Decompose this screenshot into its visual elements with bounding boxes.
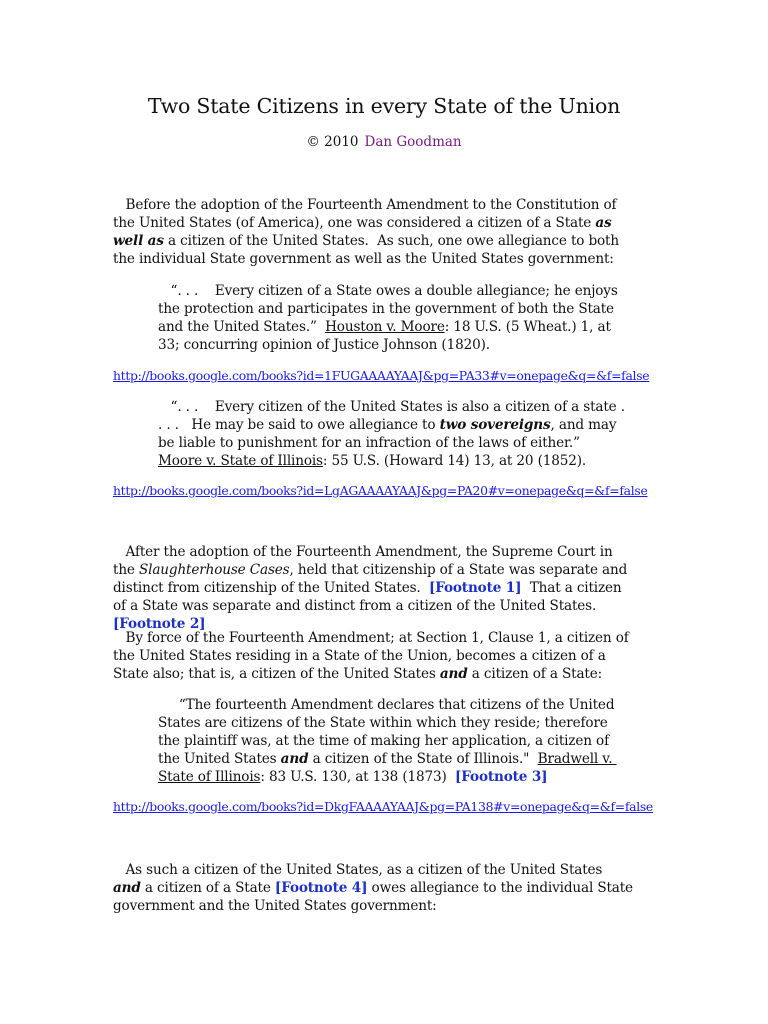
emphasis: and — [439, 666, 468, 682]
text: : 83 U.S. 130, at 138 (1873) — [260, 769, 455, 785]
text: a citizen of a State — [140, 880, 275, 896]
text: : 55 U.S. (Howard 14) 13, at 20 (1852). — [322, 453, 587, 469]
source-link-bradwell[interactable]: http://books.google.com/books?id=DkgFAAAAYAAJ&pg=PA138#v=onepage&q=&f=false — [113, 799, 653, 814]
author-name: Dan Goodman — [364, 134, 462, 150]
quote-bradwell-v-illinois — [158, 696, 630, 786]
footnote-3-link[interactable]: [Footnote 3] — [454, 769, 548, 785]
emphasis: and — [113, 880, 141, 896]
case-citation: Moore v. State of Illinois — [158, 453, 323, 469]
text: “. . . Every citizen of a State owes a double allegiance; he enjoys the protection and participates in the government of both the State and the United States.” — [158, 283, 622, 335]
text: “The fourteenth Amendment declares that citizens of the United States are citizens of the State within which they reside; therefore the plaintiff was, at the time of making her application, a citizen of the United States — [158, 697, 619, 767]
paragraph-as-such — [113, 861, 638, 915]
source-link-moore[interactable]: http://books.google.com/books?id=LgAGAAAAYAAJ&pg=PA20#v=onepage&q=&f=false — [113, 483, 648, 498]
text: a citizen of the United States. As such, one owe allegiance to both the individual State government as well as the United States government: — [113, 233, 624, 267]
text: By force of the Fourteenth Amendment; at Section 1, Clause 1, a citizen of the United States residing in a State of the Union, becomes a citizen of a State also; that is, a citizen of the United States — [113, 630, 633, 682]
text: , held that citizenship of a State was separate and distinct from citizenship of the United States. — [113, 562, 632, 596]
text: : 18 U.S. (5 Wheat.) 1, at 33; concurring opinion of Justice Johnson (1820). — [158, 319, 615, 353]
text: After the adoption of the Fourteenth Amendment, the Supreme Court in the — [113, 544, 617, 578]
source-link-houston[interactable]: http://books.google.com/books?id=1FUGAAAAYAAJ&pg=PA33#v=onepage&q=&f=false — [113, 368, 650, 383]
text: a citizen of the State of Illinois." — [308, 751, 538, 767]
footnote-2-link[interactable]: [Footnote 2] — [113, 616, 206, 632]
text: That a citizen of a State was separate and distinct from a citizen of the United States. — [113, 580, 626, 614]
footnote-1-link[interactable]: [Footnote 1] — [428, 580, 522, 596]
text: As such a citizen of the United States, as a citizen of the United States — [113, 862, 607, 878]
paragraph-after-amendment — [113, 543, 633, 633]
quote-houston-v-moore — [158, 282, 630, 354]
text: owes allegiance to the individual State government and the United States government: — [113, 880, 638, 914]
copyright-year: © 2010 — [306, 134, 359, 150]
paragraph-by-force — [113, 629, 633, 683]
paragraph-before-amendment — [113, 196, 633, 268]
page-title: Two State Citizens in every State of the Union — [147, 94, 621, 118]
emphasis: two sovereigns — [439, 417, 551, 433]
case-citation: Houston v. Moore — [325, 319, 445, 335]
text: “. . . Every citizen of the United States is also a citizen of a state . . . . He may be said to owe allegiance to — [158, 399, 630, 433]
emphasis: and — [280, 751, 309, 767]
case-citation: Bradwell v. State of Illinois — [158, 751, 617, 785]
emphasis: as well as — [113, 215, 617, 249]
text: , and may be liable to punishment for an infraction of the laws of either.” — [158, 417, 621, 451]
case-name: Slaughterhouse Cases — [138, 562, 290, 578]
footnote-4-link[interactable]: [Footnote 4] — [274, 880, 368, 896]
text: Before the adoption of the Fourteenth Amendment to the Constitution of the United States (of America), one was considered a citizen of a State — [113, 197, 621, 231]
text: a citizen of a State: — [467, 666, 603, 682]
quote-moore-v-illinois — [158, 398, 630, 470]
copyright-line — [0, 134, 768, 150]
